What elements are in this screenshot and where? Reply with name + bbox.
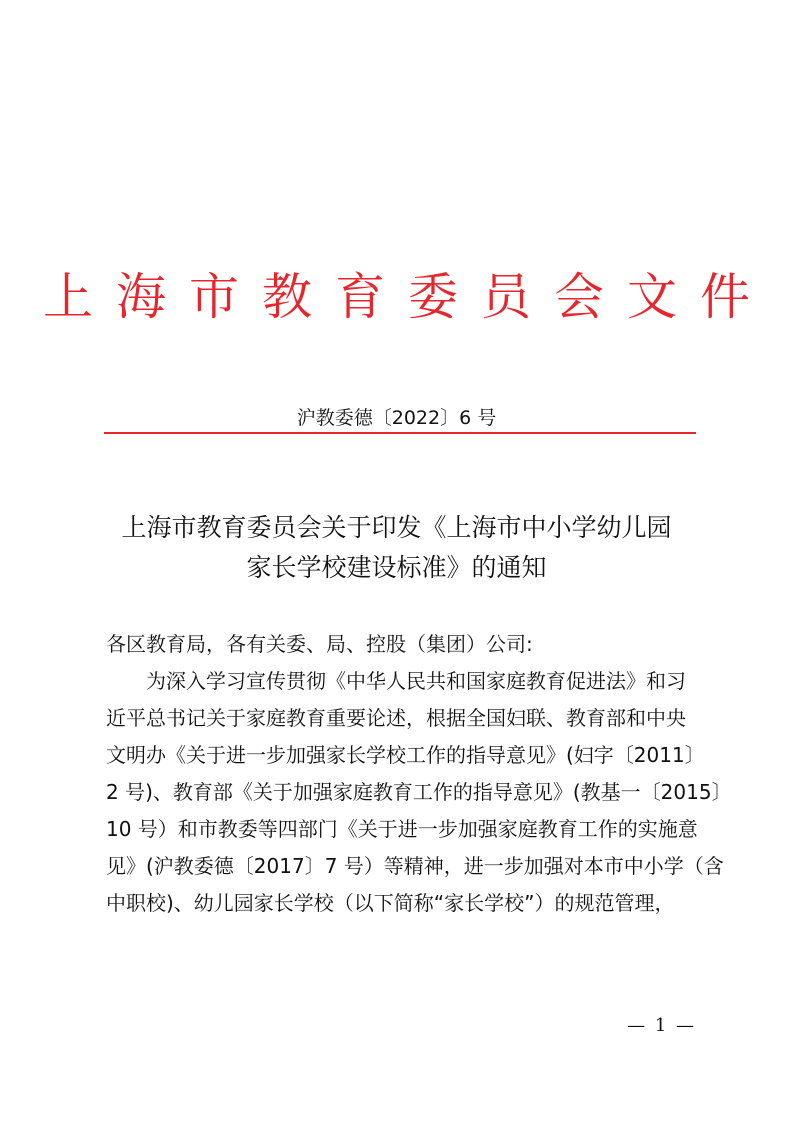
title-line-1: 上海市教育委员会关于印发《上海市中小学幼儿园 (121, 513, 672, 542)
paragraph-line: 2 号)、教育部《关于加强家庭教育工作的指导意见》(教基一〔2015〕 (106, 780, 732, 804)
paragraph-line: 文明办《关于进一步加强家长学校工作的指导意见》(妇字〔2011〕 (106, 743, 705, 767)
title-line-2: 家长学校建设标准》的通知 (246, 553, 547, 582)
document-masthead: 上海市教育委员会文件 (43, 268, 773, 326)
paragraph-line: 10 号）和市教委等四部门《关于进一步加强家庭教育工作的实施意 (106, 817, 698, 841)
red-divider-line (104, 432, 696, 434)
salutation: 各区教育局，各有关委、局、控股（集团）公司: (106, 632, 533, 656)
document-body (106, 626, 732, 922)
paragraph-line: 为深入学习宣传贯彻《中华人民共和国家庭教育促进法》和习 (146, 669, 686, 693)
paragraph-line: 中职校)、幼儿园家长学校（以下简称“家长学校”）的规范管理， (106, 891, 675, 915)
document-title (0, 508, 793, 588)
paragraph-line: 见》(沪教委德〔2017〕7 号）等精神，进一步加强对本市中小学（含 (106, 854, 724, 878)
page-number: — 1 — (627, 1015, 696, 1036)
document-number: 沪教委德〔2022〕6 号 (296, 407, 497, 429)
paragraph-line: 近平总书记关于家庭教育重要论述，根据全国妇联、教育部和中央 (106, 706, 686, 730)
